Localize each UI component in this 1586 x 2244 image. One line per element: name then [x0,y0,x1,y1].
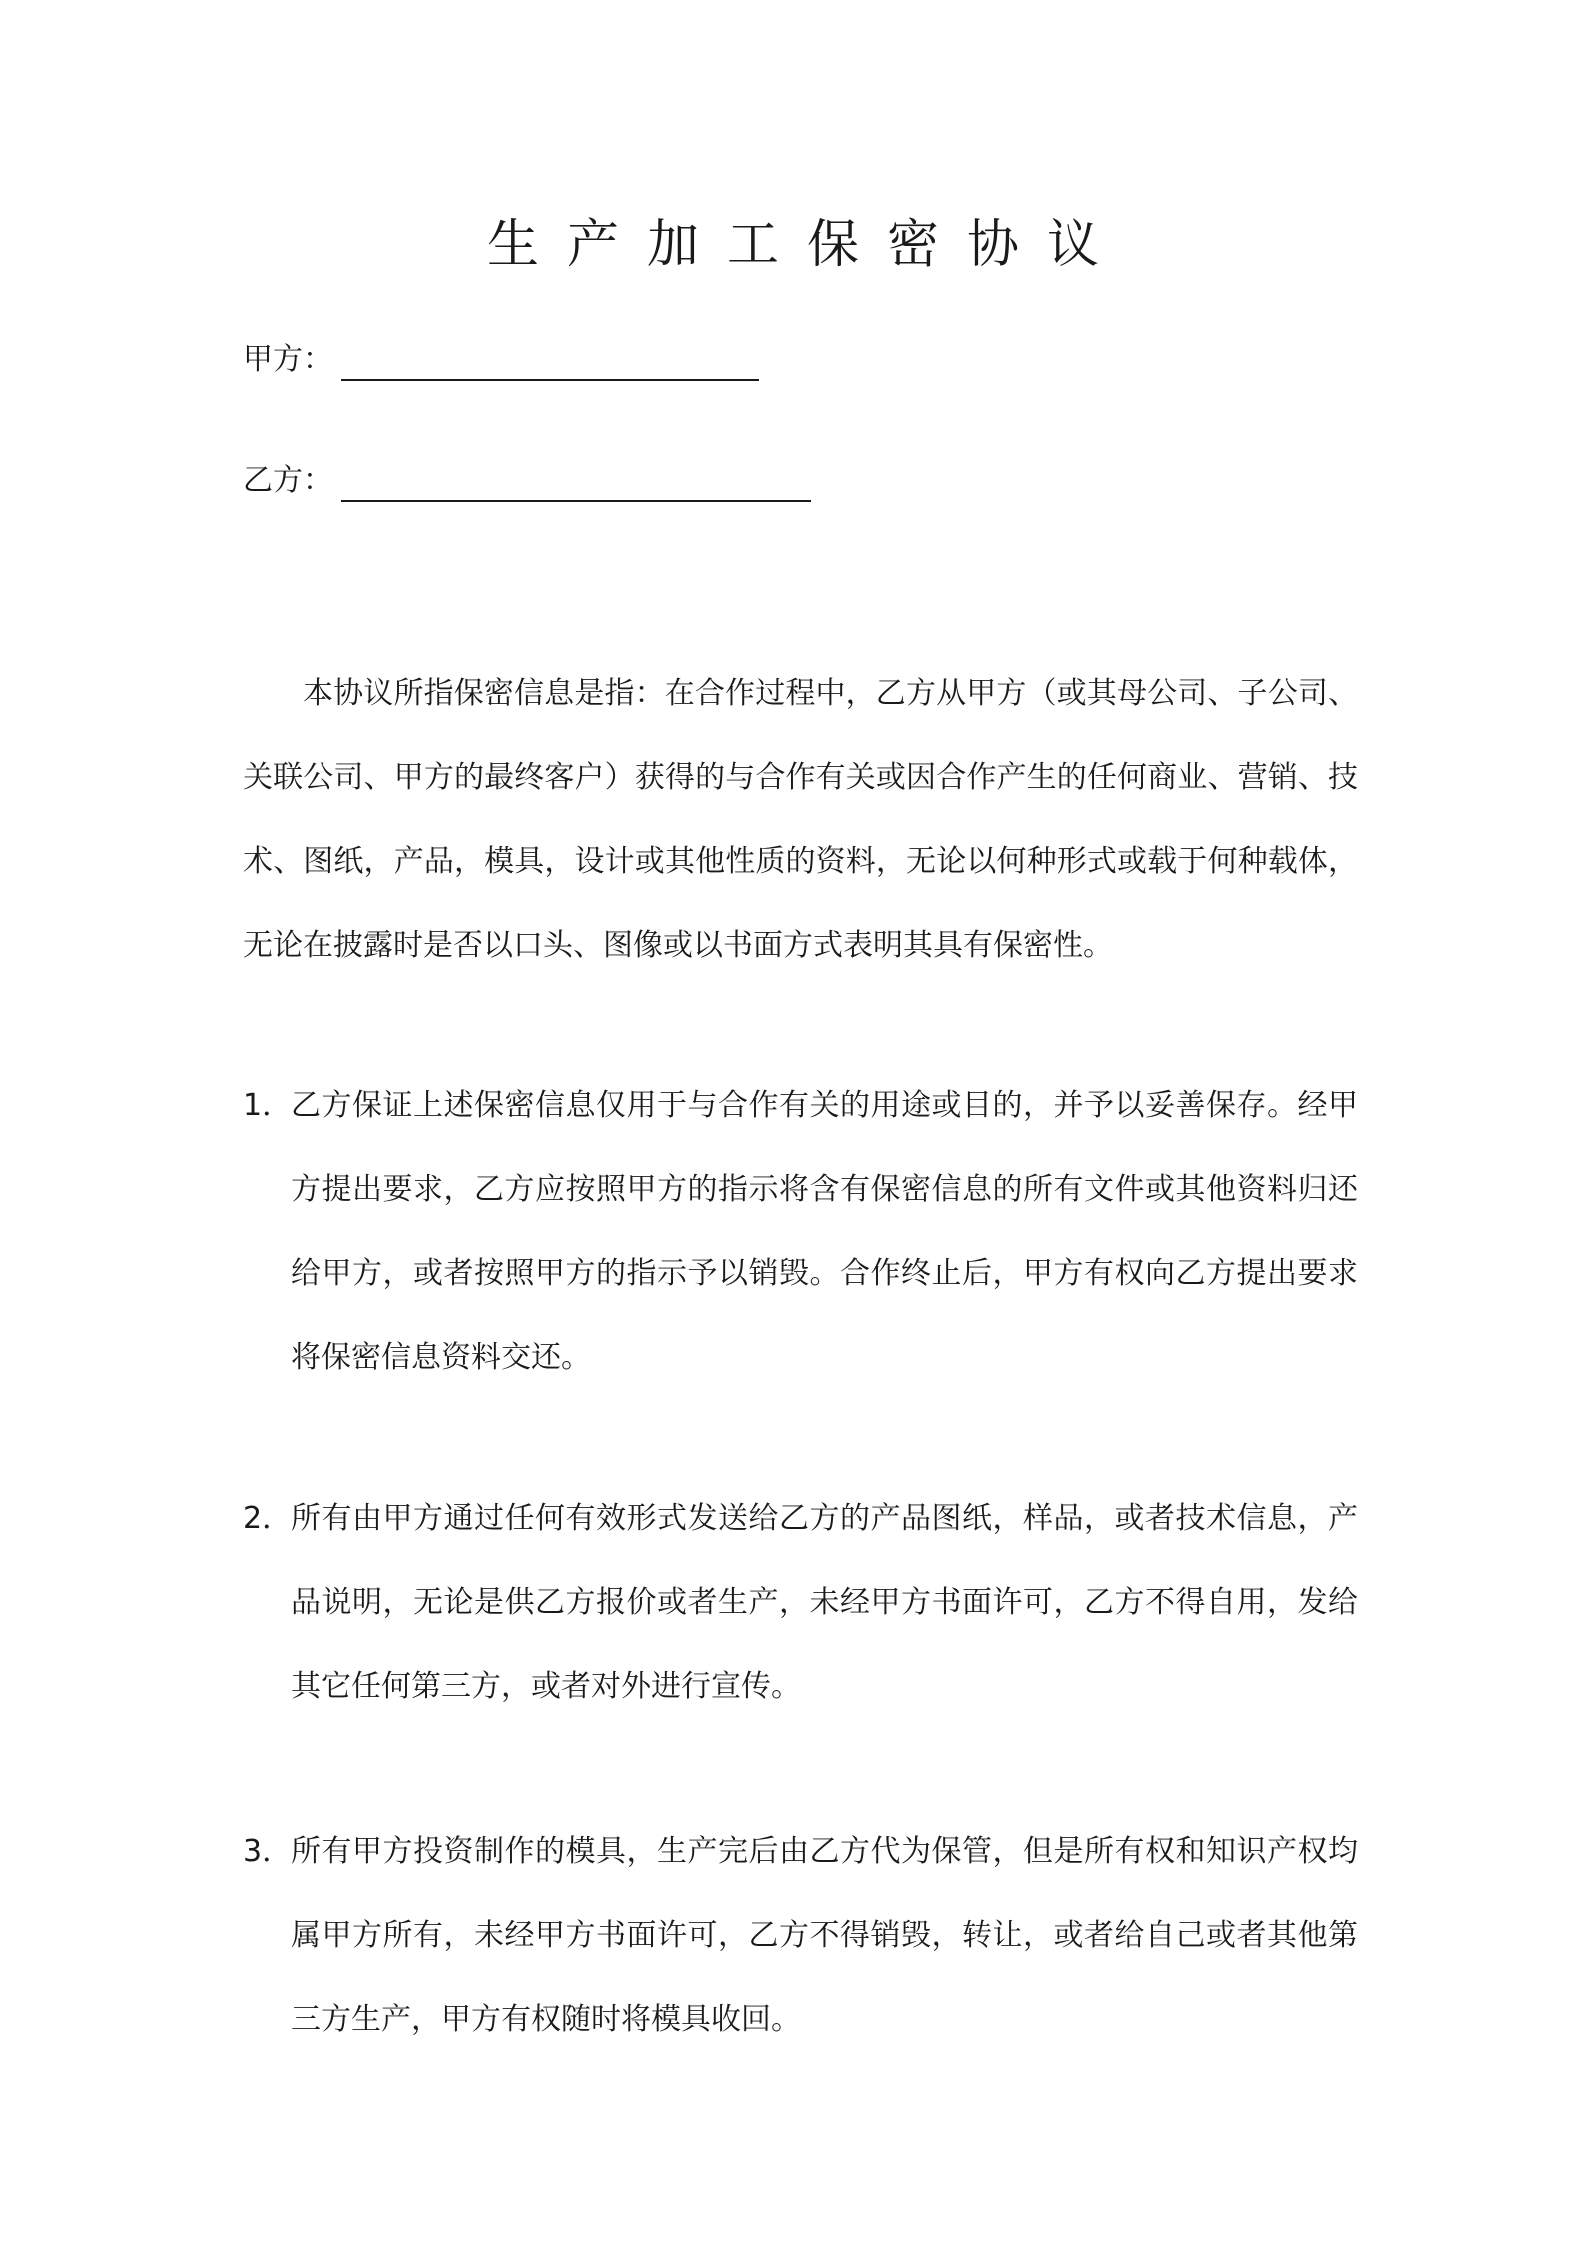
clause-text: 所有甲方投资制作的模具，生产完后由乙方代为保管，但是所有权和知识产权均属甲方所有，未经甲方书面许可，乙方不得销毁，转让，或者给自己或者其他第三方生产，甲方有权随时将模具收回。 [291,1834,1358,2037]
clause-number: 1． [243,1088,293,1123]
party-a-label: 甲方： [243,342,333,377]
clause-text: 所有由甲方通过任何有效形式发送给乙方的产品图纸，样品，或者技术信息，产品说明，无论是供乙方报价或者生产，未经甲方书面许可，乙方不得自用，发给其它任何第三方，或者对外进行宣传。 [291,1501,1358,1704]
clause-2 [243,1477,1358,1729]
clause-number: 3． [243,1834,293,1869]
intro-paragraph: 本协议所指保密信息是指：在合作过程中，乙方从甲方（或其母公司、子公司、关联公司、甲方的最终客户）获得的与合作有关或因合作产生的任何商业、营销、技术、图纸，产品，模具，设计或其他性质的资料，无论以何种形式或载于何种载体，无论在披露时是否以口头、图像或以书面方式表明其具有保密性。 [243,676,1358,963]
clause-number: 2． [243,1501,293,1536]
document-title: 生产加工保密协议 [486,215,1127,275]
party-a-blank-line [341,343,759,381]
party-b-blank-line [341,464,811,502]
party-b-field [243,456,811,506]
clause-3 [243,1810,1358,2062]
party-b-label: 乙方： [243,463,333,498]
clause-1 [243,1064,1358,1400]
clause-text: 乙方保证上述保密信息仅用于与合作有关的用途或目的，并予以妥善保存。经甲方提出要求，乙方应按照甲方的指示将含有保密信息的所有文件或其他资料归还给甲方，或者按照甲方的指示予以销毁。合作终止后，甲方有权向乙方提出要求将保密信息资料交还。 [291,1088,1358,1375]
party-a-field [243,335,759,385]
